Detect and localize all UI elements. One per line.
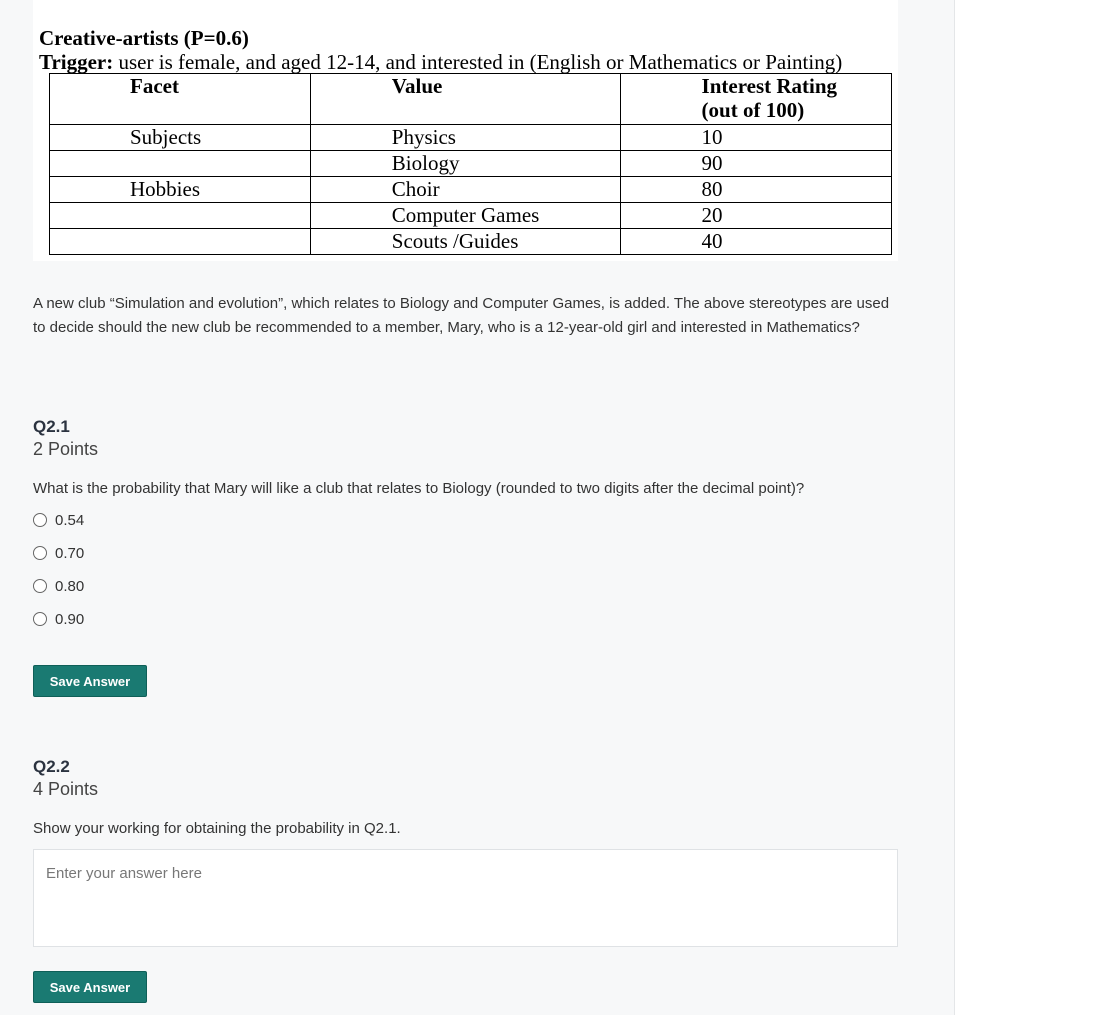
cell-rating: 10 — [620, 125, 891, 151]
q22-save-answer-button[interactable]: Save Answer — [33, 971, 147, 1003]
q21-option-3[interactable] — [33, 575, 84, 597]
cell-rating: 20 — [620, 203, 891, 229]
figure-trigger — [39, 50, 842, 75]
q22-answer-input[interactable] — [33, 849, 898, 947]
cell-facet — [50, 203, 311, 229]
q22-question: Show your working for obtaining the probability in Q2.1. — [33, 820, 401, 837]
option-label: 0.70 — [55, 544, 85, 562]
q21-points: 2 Points — [33, 439, 99, 459]
q21-save-answer-button[interactable]: Save Answer — [33, 665, 147, 697]
option-label: 0.80 — [55, 577, 85, 595]
radio-button[interactable] — [33, 546, 47, 560]
cell-value: Computer Games — [310, 203, 620, 229]
stereotype-table — [49, 73, 892, 255]
cell-value: Physics — [310, 125, 620, 151]
q22-points: 4 Points — [33, 779, 99, 799]
header-rating-line1: Interest Rating — [701, 74, 838, 98]
radio-button[interactable] — [33, 579, 47, 593]
cell-rating: 80 — [620, 177, 891, 203]
header-facet: Facet — [50, 74, 311, 125]
option-label: 0.90 — [55, 610, 85, 628]
header-interest-rating — [620, 74, 891, 125]
table-header-row — [50, 74, 892, 125]
cell-rating: 90 — [620, 151, 891, 177]
trigger-text: user is female, and aged 12-14, and interested in (English or Mathematics or Painting) — [113, 50, 843, 74]
q21-number: Q2.1 — [33, 417, 70, 436]
radio-button[interactable] — [33, 513, 47, 527]
figure-title: Creative-artists (P=0.6) — [39, 26, 249, 50]
q21-option-1[interactable] — [33, 509, 84, 531]
cell-facet: Subjects — [50, 125, 311, 151]
question-intro: A new club “Simulation and evolution”, which relates to Biology and Computer Games, is added. The above stereotypes are used to decide should the new club be recommended to a member, Mary, who is a 12-year-old girl and interested in Mathematics? — [33, 295, 890, 336]
cell-facet — [50, 151, 311, 177]
q21-option-4[interactable] — [33, 608, 84, 630]
stereotype-figure — [33, 0, 898, 261]
cell-value: Biology — [310, 151, 620, 177]
right-sidebar — [954, 0, 1112, 1015]
q21-option-2[interactable] — [33, 542, 84, 564]
table-row — [50, 177, 892, 203]
cell-value: Scouts /Guides — [310, 229, 620, 255]
table-row — [50, 125, 892, 151]
header-value: Value — [310, 74, 620, 125]
cell-rating: 40 — [620, 229, 891, 255]
header-rating-line2: (out of 100) — [701, 98, 805, 122]
q21-question: What is the probability that Mary will like a club that relates to Biology (rounded to two digits after the decimal point)? — [33, 480, 805, 497]
cell-value: Choir — [310, 177, 620, 203]
cell-facet: Hobbies — [50, 177, 311, 203]
radio-button[interactable] — [33, 612, 47, 626]
table-row — [50, 229, 892, 255]
table-row — [50, 203, 892, 229]
q22-number: Q2.2 — [33, 757, 70, 776]
trigger-label: Trigger: — [39, 50, 114, 74]
table-row — [50, 151, 892, 177]
cell-facet — [50, 229, 311, 255]
option-label: 0.54 — [55, 511, 85, 529]
